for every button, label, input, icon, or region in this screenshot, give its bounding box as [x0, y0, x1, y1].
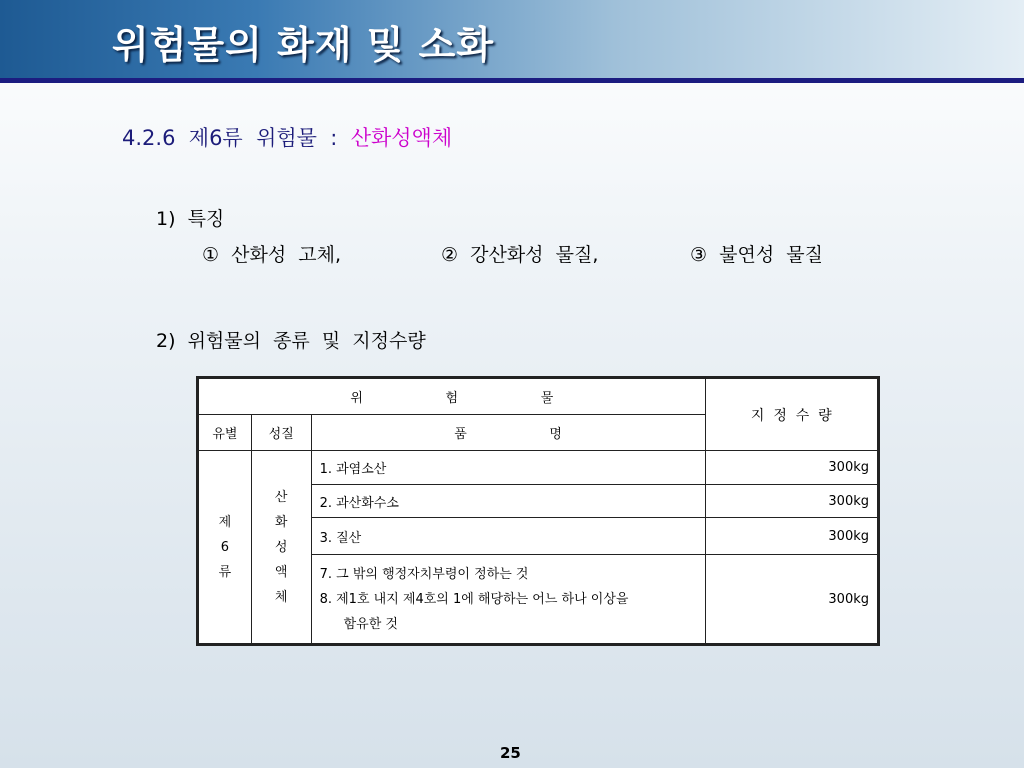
- feature-2: ② 강산화성 물질,: [441, 244, 599, 266]
- feature-1: ① 산화성 고체,: [202, 244, 342, 266]
- item-line: 8. 제1호 내지 제4호의 1에 해당하는 어느 하나 이상을: [319, 591, 629, 607]
- item-1-label: 1) 특징: [156, 208, 225, 230]
- slide-title: 위험물의 화재 및 소화: [112, 22, 495, 67]
- item-quantity: 300kg: [705, 485, 878, 518]
- section-prefix: 4.2.6 제6류 위험물 :: [122, 126, 351, 150]
- header-name: 품 명: [311, 415, 705, 451]
- property-char: 체: [274, 589, 288, 605]
- header-type: 유별: [198, 415, 252, 451]
- item-quantity: 300kg: [705, 555, 878, 645]
- header-property: 성질: [251, 415, 311, 451]
- item-line: 7. 그 밖의 행정자치부령이 정하는 것: [319, 566, 529, 582]
- feature-3: ③ 불연성 물질: [690, 244, 823, 266]
- property-char: 화: [274, 514, 288, 530]
- hazard-table: [196, 376, 880, 646]
- item-name: 1. 과염소산: [311, 451, 705, 485]
- item-quantity: 300kg: [705, 451, 878, 485]
- page-number: 25: [500, 744, 521, 762]
- type-cell: [198, 451, 252, 645]
- header-quantity: 지 정 수 량: [705, 378, 878, 451]
- item-2-label: 2) 위험물의 종류 및 지정수량: [156, 330, 426, 352]
- section-highlight: 산화성액체: [350, 126, 453, 150]
- header-hazard: 위 험 물: [198, 378, 706, 415]
- header-divider: [0, 78, 1024, 83]
- item-line: 함유한 것: [343, 616, 398, 632]
- type-char: 류: [218, 564, 232, 580]
- item-name-multiline: [311, 555, 705, 645]
- property-char: 액: [274, 564, 288, 580]
- property-char: 성: [274, 539, 288, 555]
- item-name: 2. 과산화수소: [311, 485, 705, 518]
- type-char: 6: [220, 539, 230, 555]
- property-cell: [251, 451, 311, 645]
- item-name: 3. 질산: [311, 518, 705, 555]
- section-heading: [122, 122, 452, 152]
- property-char: 산: [274, 489, 288, 505]
- type-char: 제: [218, 514, 232, 530]
- item-quantity: 300kg: [705, 518, 878, 555]
